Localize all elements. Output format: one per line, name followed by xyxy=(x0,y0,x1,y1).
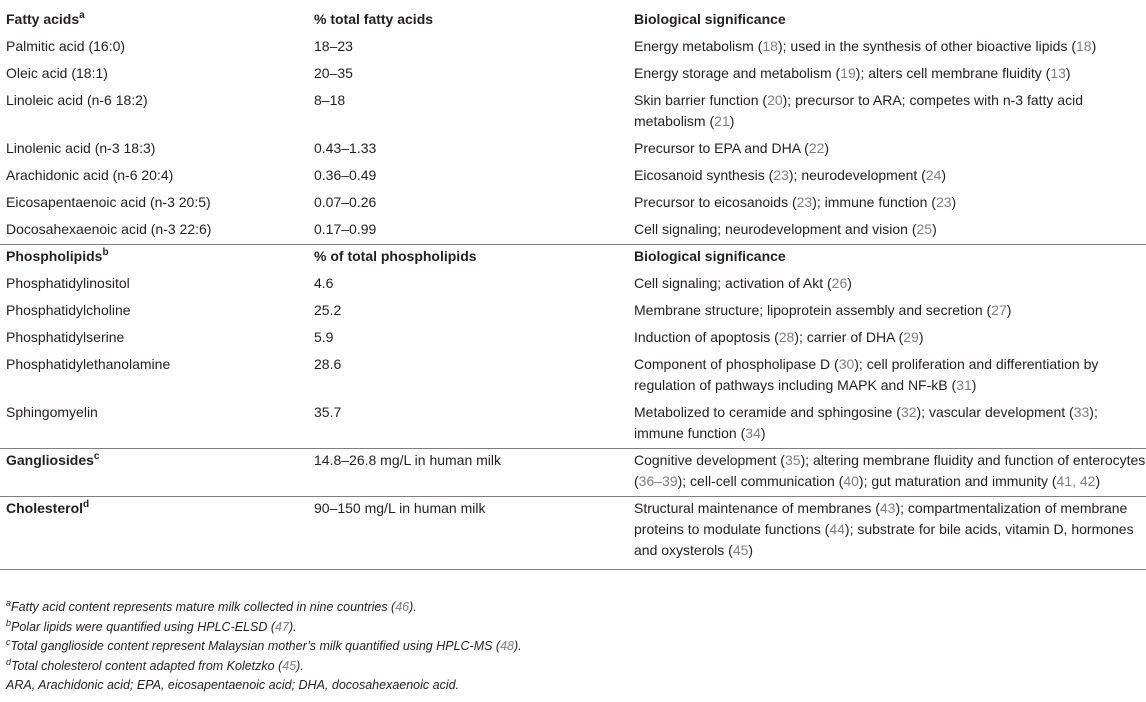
text-run: ) xyxy=(748,542,754,558)
footnote-marker: a xyxy=(6,598,12,608)
reference-link[interactable]: 31 xyxy=(956,377,972,393)
section-significance-header xyxy=(632,497,1146,570)
lipid-name-cell xyxy=(0,271,308,298)
text-run: ). xyxy=(409,600,417,614)
text-run: Component of phospholipase D ( xyxy=(634,356,839,372)
reference-link[interactable]: 44 xyxy=(829,521,845,537)
text-run: Total ganglioside content represent Malaysian mother’s milk quantified using HPLC-MS ( xyxy=(10,639,501,654)
section-title: Gangliosides xyxy=(6,452,94,468)
header-text: % total fatty acids xyxy=(314,11,434,27)
section-value-header xyxy=(308,8,632,34)
text-run: Cell signaling; neurodevelopment and vision ( xyxy=(634,221,917,237)
significance-cell xyxy=(632,271,1146,298)
text-run: ); cell-cell communication ( xyxy=(677,473,844,489)
text-run: ); precursor to ARA; competes with n-3 fatty acid metabolism ( xyxy=(634,92,1083,129)
lipid-content-cell xyxy=(308,217,632,245)
lipid-name-cell xyxy=(0,163,308,190)
footnote-marker: d xyxy=(6,656,12,667)
lipid-content-cell xyxy=(308,325,632,352)
significance-cell xyxy=(632,217,1146,245)
significance-cell xyxy=(632,136,1146,163)
lipid-content-cell xyxy=(308,298,632,325)
footnote-marker: d xyxy=(83,499,90,510)
reference-link[interactable]: 18 xyxy=(1076,38,1092,54)
lipid-content: 35.7 xyxy=(314,404,342,420)
footnote xyxy=(6,676,522,696)
lipid-name: Docosahexaenoic acid (n-3 22:6) xyxy=(6,221,212,237)
lipid-name-cell xyxy=(0,400,308,449)
lipid-name-cell xyxy=(0,136,308,163)
text-run: ) xyxy=(824,140,830,156)
text-run: ) xyxy=(1091,38,1097,54)
reference-link[interactable]: 29 xyxy=(903,329,919,345)
section-value-header xyxy=(308,497,632,570)
table-row xyxy=(0,136,1146,163)
significance-cell xyxy=(632,88,1146,136)
section-header-row xyxy=(0,245,1146,272)
text-run: Energy metabolism ( xyxy=(634,38,763,54)
section-significance-header xyxy=(632,8,1146,34)
table-row xyxy=(0,400,1146,449)
lipid-name: Phosphatidylcholine xyxy=(6,302,131,318)
section-title-cell xyxy=(0,497,308,570)
section-header-row xyxy=(0,449,1146,497)
text-run: Energy storage and metabolism ( xyxy=(634,65,841,81)
lipid-content-cell xyxy=(308,61,632,88)
text-run: ) xyxy=(847,275,852,291)
text-run: Skin barrier function ( xyxy=(634,92,768,108)
lipid-name-cell xyxy=(0,61,308,88)
text-run: ) xyxy=(729,113,735,129)
table-footnotes xyxy=(6,598,522,696)
text-run: ). xyxy=(514,639,522,654)
significance-cell xyxy=(632,61,1146,88)
reference-link[interactable]: 48 xyxy=(500,639,515,654)
text-run: ). xyxy=(296,658,304,673)
lipid-name: Sphingomyelin xyxy=(6,404,98,420)
lipid-content: 0.07–0.26 xyxy=(314,194,377,210)
section-significance-header xyxy=(632,449,1146,497)
text-run: ) xyxy=(971,377,977,393)
reference-link[interactable]: 25 xyxy=(916,221,933,237)
lipid-name: Phosphatidylserine xyxy=(6,329,125,345)
section-title-cell xyxy=(0,8,308,34)
table-row xyxy=(0,190,1146,217)
text-run: Membrane structure; lipoprotein assembly and secretion ( xyxy=(634,302,992,318)
reference-link[interactable]: 35 xyxy=(784,452,801,468)
lipid-name: Arachidonic acid (n-6 20:4) xyxy=(6,167,174,183)
lipid-content-cell xyxy=(308,34,632,61)
text-run: Fatty acid content represents mature milk collected in nine countries ( xyxy=(11,600,396,614)
text-run: Eicosanoid synthesis ( xyxy=(634,167,774,183)
footnote xyxy=(6,637,522,657)
text-run: ) xyxy=(1006,302,1012,318)
text-run: Total cholesterol content adapted from Koletzko ( xyxy=(11,658,283,673)
lipid-content: 8–18 xyxy=(314,92,346,108)
header-text: Biological significance xyxy=(634,11,786,27)
lipid-name-cell xyxy=(0,325,308,352)
lipid-name-cell xyxy=(0,217,308,245)
reference-link[interactable]: 30 xyxy=(838,356,855,372)
lipid-name-cell xyxy=(0,88,308,136)
text-run: ); gut maturation and immunity ( xyxy=(858,473,1057,489)
significance-cell xyxy=(632,400,1146,449)
text-run: ); neurodevelopment ( xyxy=(788,167,926,183)
lipid-name: Phosphatidylinositol xyxy=(6,275,130,291)
section-title: Fatty acids xyxy=(6,11,80,27)
text-run: Polar lipids were quantified using HPLC-ELSD ( xyxy=(11,619,276,634)
footnote-marker: c xyxy=(6,637,11,648)
text-run: ); altering membrane fluidity and function of enterocytes ( xyxy=(634,452,1146,489)
lipid-name: Eicosapentaenoic acid (n-3 20:5) xyxy=(6,194,211,210)
text-run: ); carrier of DHA ( xyxy=(794,329,904,345)
lipid-name: Phosphatidylethanolamine xyxy=(6,356,171,372)
reference-link[interactable]: 24 xyxy=(925,167,942,183)
section-title-cell xyxy=(0,449,308,497)
reference-link[interactable]: 46 xyxy=(395,600,410,614)
reference-link[interactable]: 47 xyxy=(275,619,289,634)
lipid-name: Linolenic acid (n-3 18:3) xyxy=(6,140,156,156)
text-run: ); used in the synthesis of other bioactive lipids ( xyxy=(777,38,1077,54)
reference-link[interactable]: 13 xyxy=(1050,65,1066,81)
lipid-name: Palmitic acid (16:0) xyxy=(6,38,126,54)
table-row xyxy=(0,352,1146,400)
text-run: Metabolized to ceramide and sphingosine ( xyxy=(634,404,901,420)
reference-link[interactable]: 20 xyxy=(767,92,783,108)
reference-link[interactable]: 26 xyxy=(831,275,848,291)
reference-link[interactable]: 40 xyxy=(843,473,859,489)
section-header-row xyxy=(0,8,1146,34)
lipid-name: Linoleic acid (n-6 18:2) xyxy=(6,92,148,108)
reference-link[interactable]: 23 xyxy=(935,194,952,210)
footnote-marker: a xyxy=(79,10,85,21)
footnote-marker: b xyxy=(102,247,109,258)
significance-cell xyxy=(632,190,1146,217)
text-run: ); immune function ( xyxy=(812,194,936,210)
lipid-name-cell xyxy=(0,34,308,61)
significance-cell xyxy=(632,325,1146,352)
reference-link[interactable]: 22 xyxy=(808,140,825,156)
text-run: ) xyxy=(918,329,924,345)
footnote xyxy=(6,618,522,638)
text-run: ). xyxy=(288,619,297,634)
text-run: ); cell proliferation and differentiation by regulation of pathways including MAPK and NF-kB ( xyxy=(634,356,1099,393)
text-run: ); alters cell membrane fluidity ( xyxy=(855,65,1051,81)
reference-link[interactable]: 33 xyxy=(1073,404,1090,420)
table-row xyxy=(0,325,1146,352)
footnote xyxy=(6,657,522,677)
lipid-content-cell xyxy=(308,271,632,298)
text-run: ); vascular development ( xyxy=(916,404,1074,420)
lipid-content: 0.17–0.99 xyxy=(314,221,377,237)
lipid-content-cell xyxy=(308,400,632,449)
lipid-table-body xyxy=(0,8,1146,570)
text-run: ) xyxy=(760,425,766,441)
lipid-content-cell xyxy=(308,190,632,217)
section-title: Phospholipids xyxy=(6,248,103,264)
lipid-content: 5.9 xyxy=(314,329,334,345)
header-text: 90–150 mg/L in human milk xyxy=(314,500,486,516)
text-run: Structural maintenance of membranes ( xyxy=(634,500,880,516)
table-row xyxy=(0,163,1146,190)
text-run: ); compartmentalization of membrane proteins to modulate functions ( xyxy=(634,500,1128,537)
reference-link[interactable]: 36–39 xyxy=(638,473,678,489)
lipid-content: 28.6 xyxy=(314,356,342,372)
significance-cell xyxy=(632,352,1146,400)
reference-link[interactable]: 18 xyxy=(762,38,778,54)
significance-cell xyxy=(632,34,1146,61)
table-row xyxy=(0,61,1146,88)
table-row xyxy=(0,88,1146,136)
section-title: Cholesterol xyxy=(6,500,84,516)
text-run: ) xyxy=(1095,473,1101,489)
reference-link[interactable]: 34 xyxy=(745,425,761,441)
reference-link[interactable]: 23 xyxy=(773,167,789,183)
footnote-marker: c xyxy=(93,451,100,462)
reference-link[interactable]: 32 xyxy=(900,404,917,420)
section-title-cell xyxy=(0,245,308,272)
lipid-content: 20–35 xyxy=(314,65,353,81)
reference-link[interactable]: 28 xyxy=(778,329,795,345)
reference-link[interactable]: 41, 42 xyxy=(1056,473,1096,489)
header-text: % of total phospholipids xyxy=(314,248,477,264)
text-run: ) xyxy=(1065,65,1071,81)
text-run: Induction of apoptosis ( xyxy=(634,329,779,345)
lipid-table xyxy=(0,8,1146,570)
text-run: ); substrate for bile acids, vitamin D, hormones and oxysterols ( xyxy=(634,521,1134,558)
significance-cell xyxy=(632,163,1146,190)
text-run: Precursor to eicosanoids ( xyxy=(634,194,797,210)
table-row xyxy=(0,298,1146,325)
text-run: ARA, Arachidonic acid; EPA, eicosapentaenoic acid; DHA, docosahexaenoic acid. xyxy=(6,678,460,693)
footnote xyxy=(6,598,522,618)
lipid-content-cell xyxy=(308,163,632,190)
reference-link[interactable]: 45 xyxy=(282,658,297,673)
section-value-header xyxy=(308,245,632,272)
lipid-content-cell xyxy=(308,88,632,136)
reference-link[interactable]: 19 xyxy=(840,65,856,81)
reference-link[interactable]: 27 xyxy=(991,302,1007,318)
text-run: Precursor to EPA and DHA ( xyxy=(634,140,809,156)
lipid-name-cell xyxy=(0,298,308,325)
text-run: ); immune function ( xyxy=(634,404,1098,441)
section-significance-header xyxy=(632,245,1146,272)
header-text: Biological significance xyxy=(634,248,786,264)
section-value-header xyxy=(308,449,632,497)
section-header-row xyxy=(0,497,1146,570)
lipid-content: 4.6 xyxy=(314,275,334,291)
reference-link[interactable]: 23 xyxy=(796,194,813,210)
text-run: Cell signaling; activation of Akt ( xyxy=(634,275,832,291)
lipid-content: 0.43–1.33 xyxy=(314,140,377,156)
text-run: Cognitive development ( xyxy=(634,452,785,468)
header-text: 14.8–26.8 mg/L in human milk xyxy=(314,452,502,468)
footnote-marker: b xyxy=(6,617,12,628)
lipid-content: 18–23 xyxy=(314,38,353,54)
text-run: ) xyxy=(932,221,937,237)
reference-link[interactable]: 21 xyxy=(714,113,730,129)
text-run: ) xyxy=(951,194,957,210)
lipid-content-cell xyxy=(308,136,632,163)
text-run: ) xyxy=(941,167,947,183)
table-row xyxy=(0,271,1146,298)
reference-link[interactable]: 45 xyxy=(732,542,749,558)
table-row xyxy=(0,217,1146,245)
lipid-content-cell xyxy=(308,352,632,400)
lipid-name-cell xyxy=(0,352,308,400)
lipid-content: 0.36–0.49 xyxy=(314,167,377,183)
reference-link[interactable]: 43 xyxy=(879,500,896,516)
table-row xyxy=(0,34,1146,61)
lipid-content: 25.2 xyxy=(314,302,342,318)
lipid-name: Oleic acid (18:1) xyxy=(6,65,108,81)
significance-cell xyxy=(632,298,1146,325)
lipid-name-cell xyxy=(0,190,308,217)
